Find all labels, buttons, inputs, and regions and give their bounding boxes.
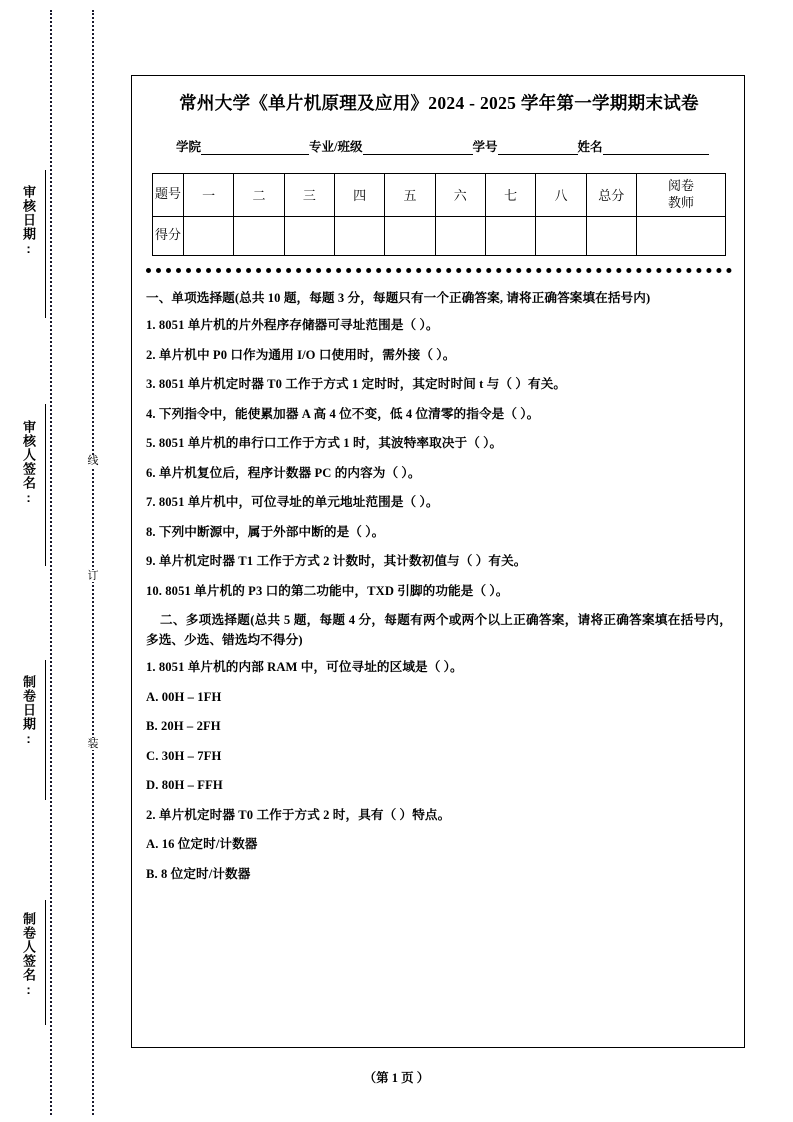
margin-label-production-date: 制卷日期: (21, 675, 36, 747)
grading-teacher-line2: 教师 (667, 194, 694, 210)
score-cell-4[interactable] (334, 216, 384, 255)
question-item: 6. 单片机复位后，程序计数器 PC 的内容为（ ）。 (146, 465, 421, 480)
question-item: 5. 8051 单片机的串行口工作于方式 1 时，其波特率取决于（ ）。 (146, 436, 503, 451)
margin-rule-segment-2 (45, 404, 46, 566)
column-header-3: 三 (284, 173, 334, 216)
row-header-question-number-char1: 题号 (154, 186, 181, 202)
score-cell-7[interactable] (485, 216, 535, 255)
question-item: 10. 8051 单片机的 P3 口的第二功能中，TXD 引脚的功能是（ ）。 (146, 583, 509, 598)
field-major-class-label: 专业/班级 (309, 139, 363, 154)
vertical-dotted-line-outer (50, 10, 52, 1115)
binding-mark-line: 线 (87, 455, 99, 467)
field-college (176, 137, 309, 155)
row-header-question-number (153, 173, 184, 216)
row-header-score (153, 216, 184, 255)
column-header-4: 四 (334, 173, 384, 216)
section-heading-single-choice: 一、单项选择题(总共 10 题，每题 3 分，每题只有一个正确答案, 请将正确答案填在括号内) (146, 290, 651, 305)
column-header-5: 五 (385, 173, 435, 216)
score-cell-total[interactable] (586, 216, 636, 255)
column-header-7: 七 (485, 173, 535, 216)
table-row-question-numbers (153, 173, 726, 216)
score-table (152, 173, 726, 256)
margin-label-review-date: 审核日期: (21, 185, 36, 257)
score-table-container (146, 173, 732, 256)
margin-label-producer-signature: 制卷人签名: (21, 912, 36, 998)
question-item: 2. 单片机定时器 T0 工作于方式 2 时，具有（ ）特点。 (146, 807, 451, 822)
column-header-total: 总分 (586, 173, 636, 216)
question-item: 4. 下列指令中，能使累加器 A 高 4 位不变，低 4 位清零的指令是（ ）。 (146, 406, 540, 421)
column-header-6: 六 (435, 173, 485, 216)
margin-label-reviewer-signature: 审核人签名: (21, 420, 36, 506)
field-college-input[interactable] (201, 141, 309, 155)
margin-rule-segment-1 (45, 170, 46, 318)
student-info-row (146, 137, 732, 155)
question-item: 3. 8051 单片机定时器 T0 工作于方式 1 定时时，其定时时间 t 与（ ）有关。 (146, 377, 567, 392)
exam-body (146, 289, 732, 885)
option-item: D. 80H – FFH (146, 778, 223, 793)
score-cell-1[interactable] (184, 216, 234, 255)
binding-mark-bind: 订 (87, 570, 99, 582)
option-item: C. 30H – 7FH (146, 748, 222, 763)
field-major-class-input[interactable] (363, 141, 473, 155)
column-header-2: 二 (234, 173, 284, 216)
column-header-grading-teacher (637, 173, 726, 216)
question-item: 1. 8051 单片机的片外程序存储器可寻址范围是（ ）。 (146, 318, 439, 333)
field-student-id (473, 137, 578, 155)
table-row-scores (153, 216, 726, 255)
grading-teacher-line1: 阅卷 (667, 178, 694, 194)
option-item: B. 8 位定时/计数器 (146, 866, 251, 881)
row-header-score-char1: 得分 (154, 227, 181, 243)
question-item: 1. 8051 单片机的内部 RAM 中，可位寻址的区域是（ ）。 (146, 660, 463, 675)
question-item: 7. 8051 单片机中，可位寻址的单元地址范围是（ ）。 (146, 495, 439, 510)
score-cell-3[interactable] (284, 216, 334, 255)
column-header-1: 一 (184, 173, 234, 216)
margin-rule-segment-3 (45, 660, 46, 800)
exam-title: 常州大学《单片机原理及应用》2024 - 2025 学年第一学期期末试卷 (179, 93, 699, 113)
score-cell-6[interactable] (435, 216, 485, 255)
section-divider-dotted (146, 268, 732, 279)
field-major-class (309, 137, 472, 155)
field-student-id-label: 学号 (472, 139, 498, 154)
score-cell-2[interactable] (234, 216, 284, 255)
field-name-input[interactable] (603, 141, 709, 155)
vertical-dotted-line-inner (92, 10, 94, 1115)
left-margin-apparatus (0, 0, 131, 1122)
score-cell-5[interactable] (385, 216, 435, 255)
score-cell-grading-teacher[interactable] (637, 216, 726, 255)
field-name (578, 137, 709, 155)
field-college-label: 学院 (176, 139, 202, 154)
question-item: 9. 单片机定时器 T1 工作于方式 2 计数时，其计数初值与（ ）有关。 (146, 554, 527, 569)
field-student-id-input[interactable] (498, 141, 578, 155)
page-footer: （第 1 页 ） (363, 1071, 430, 1085)
margin-rule-segment-4 (45, 900, 46, 1025)
question-item: 2. 单片机中 P0 口作为通用 I/O 口使用时，需外接（ ）。 (146, 347, 456, 362)
column-header-8: 八 (536, 173, 586, 216)
exam-paper-frame (131, 75, 745, 1048)
section-heading-multiple-choice: 二、多项选择题(总共 5 题，每题 4 分，每题有两个或两个以上正确答案，请将正确答案填在括号内，多选、少选、错选均不得分) (146, 613, 732, 647)
field-name-label: 姓名 (577, 139, 603, 154)
question-item: 8. 下列中断源中，属于外部中断的是（ ）。 (146, 524, 385, 539)
option-item: A. 00H – 1FH (146, 689, 222, 704)
option-item: A. 16 位定时/计数器 (146, 837, 258, 852)
option-item: B. 20H – 2FH (146, 719, 221, 734)
binding-mark-assemble: 装 (87, 738, 99, 750)
score-cell-8[interactable] (536, 216, 586, 255)
